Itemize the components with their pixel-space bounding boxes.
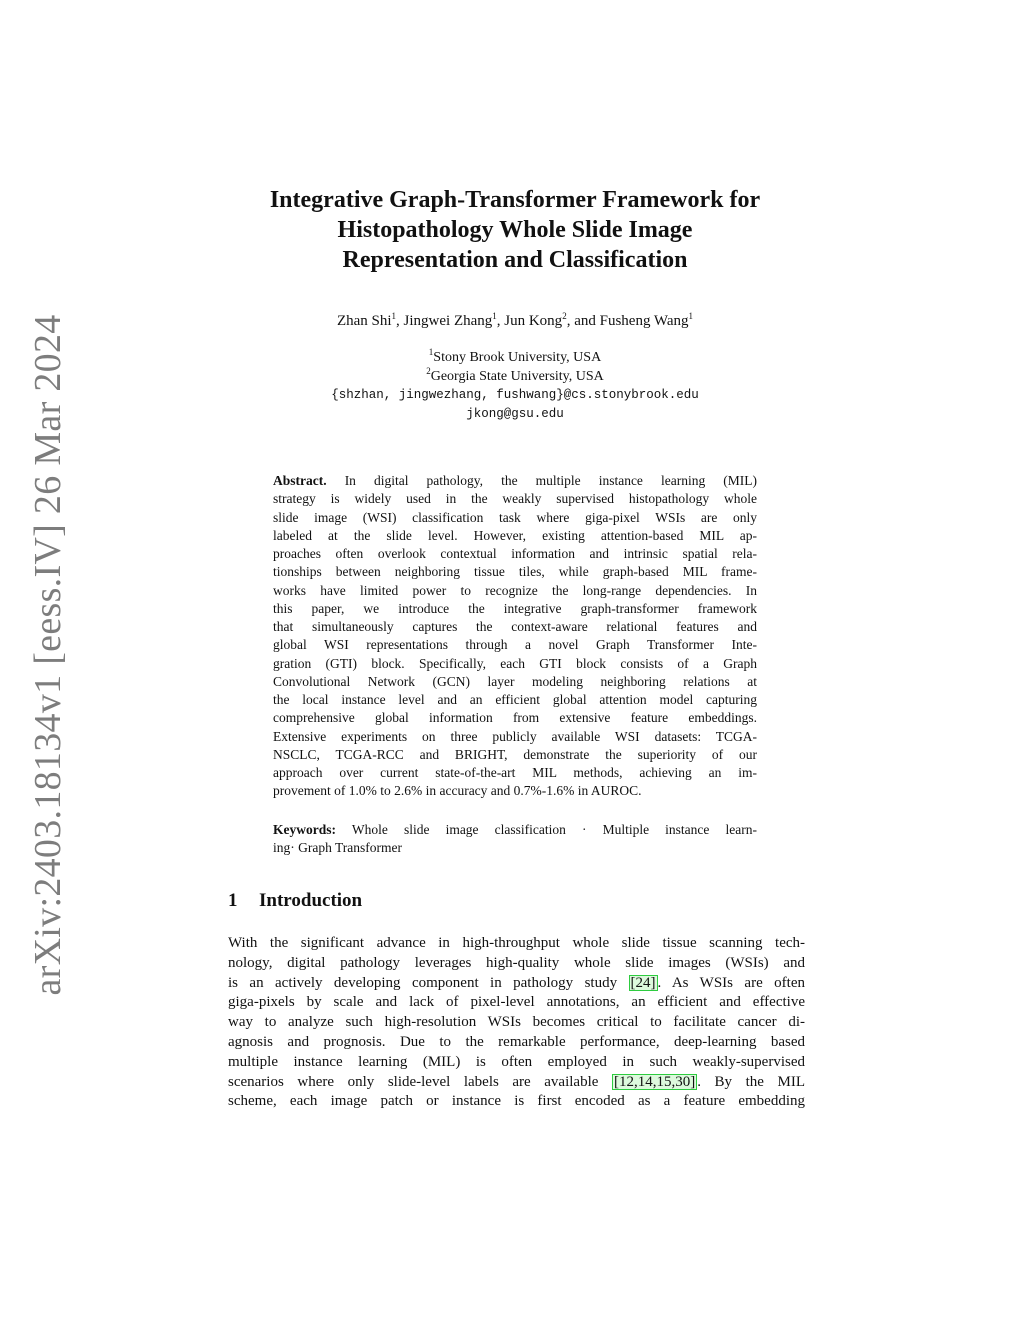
abstract-line: slide image (WSI) classification task where giga-pixel WSIs are only <box>273 509 757 525</box>
author-separator: , <box>496 313 505 329</box>
body-line: nology, digital pathology leverages high-quality whole slide images (WSIs) and <box>228 954 805 971</box>
body-text: . By the MIL <box>697 1073 806 1090</box>
email-line: jkong@gsu.edu <box>466 406 564 421</box>
author-affiliation-mark: 1 <box>492 311 497 321</box>
abstract-line: provement of 1.0% to 2.6% in accuracy and 0.7%-1.6% in AUROC. <box>273 783 642 799</box>
author-list <box>200 313 830 330</box>
abstract-line: that simultaneously captures the context-aware relational features and <box>273 619 757 634</box>
abstract-line: this paper, we introduce the integrative graph-transformer framework <box>273 600 757 616</box>
abstract-line: Convolutional Network (GCN) layer modeling neighboring relations at <box>273 673 757 689</box>
author-separator: , <box>396 313 404 329</box>
abstract-line: tionships between neighboring tissue tiles, while graph-based MIL frame- <box>273 564 757 580</box>
citation-link[interactable]: [24] <box>630 974 656 991</box>
keywords-label: Keywords: <box>273 822 336 837</box>
abstract-line: works have limited power to recognize the long-range dependencies. In <box>273 582 757 598</box>
affiliation-block <box>200 349 830 423</box>
keywords-line: ing· Graph Transformer <box>273 840 402 856</box>
author-name: Zhan Shi <box>336 313 392 329</box>
keywords <box>273 821 757 858</box>
affiliation-line <box>200 349 830 368</box>
title-line: Histopathology Whole Slide Image <box>337 217 693 243</box>
affiliation-text: Georgia State University, USA <box>430 368 604 384</box>
body-line: giga-pixels by scale and lack of pixel-level annotations, an efficient and effective <box>228 994 805 1011</box>
abstract-line: the local instance level and an efficient global attention model capturing <box>273 692 757 707</box>
body-line <box>228 974 805 994</box>
affiliation-line <box>200 365 830 387</box>
abstract-line: proaches often overlook contextual information and intrinsic spatial rela- <box>273 546 757 561</box>
author-affiliation-mark: 1 <box>391 311 397 321</box>
affiliation-number: 2 <box>426 365 431 376</box>
abstract <box>273 472 757 801</box>
abstract-line: gration (GTI) block. Specifically, each GTI block consists of a Graph <box>273 655 757 671</box>
body-line: multiple instance learning (MIL) is often employed in such weakly-supervised <box>228 1053 805 1070</box>
abstract-line: labeled at the slide level. However, existing attention-based MIL ap- <box>273 527 757 543</box>
body-line: way to analyze such high-resolution WSIs becomes critical to facilitate cancer di- <box>228 1014 805 1031</box>
abstract-line: approach over current state-of-the-art MIL methods, achieving an im- <box>273 765 757 780</box>
abstract-line: strategy is widely used in the weakly supervised histopathology whole <box>273 491 757 507</box>
body-text: . As WSIs are often <box>657 974 805 991</box>
author-name: Jingwei Zhang <box>403 313 493 329</box>
citation-link[interactable]: [12,14,15,30] <box>613 1073 696 1090</box>
abstract-line: NSCLC, TCGA-RCC and BRIGHT, demonstrate the superiority of our <box>273 746 757 762</box>
body-line: agnosis and prognosis. Due to the remarkable performance, deep-learning based <box>228 1033 805 1050</box>
section-title: Introduction <box>259 890 363 911</box>
title-line: Representation and Classification <box>342 247 688 273</box>
body-text: is an actively developing component in pathology study <box>228 974 629 991</box>
section-heading <box>228 890 362 912</box>
author-name: Jun Kong <box>504 313 563 329</box>
body-line <box>228 1073 805 1093</box>
paper-title <box>200 185 830 275</box>
author-affiliation-mark: 1 <box>688 311 694 321</box>
abstract-line: global WSI representations through a novel Graph Transformer Inte- <box>273 637 757 653</box>
introduction-paragraph <box>228 934 805 1112</box>
keywords-line <box>273 821 757 839</box>
section-number: 1 <box>228 890 238 911</box>
email-line: {shzhan, jingwezhang, fushwang}@cs.stonybrook.edu <box>331 388 699 402</box>
affiliation-text: Stony Brook University, USA <box>433 350 602 365</box>
abstract-line: Extensive experiments on three publicly available WSI datasets: TCGA- <box>273 728 757 744</box>
abstract-label: Abstract. <box>273 473 327 488</box>
title-line: Integrative Graph-Transformer Framework for <box>269 187 761 213</box>
author-affiliation-mark: 2 <box>562 311 567 321</box>
abstract-line <box>273 472 757 490</box>
author-name: Fusheng Wang <box>599 313 689 329</box>
keywords-text: Whole slide image classification · Multiple instance learn- <box>351 822 757 837</box>
author-separator: , and <box>566 313 600 329</box>
body-line: scheme, each image patch or instance is first encoded as a feature embedding <box>228 1093 805 1110</box>
abstract-text: In digital pathology, the multiple instance learning (MIL) <box>344 473 758 488</box>
affiliation-number: 1 <box>428 347 434 357</box>
abstract-line: comprehensive global information from extensive feature embeddings. <box>273 710 757 726</box>
arxiv-identifier-stamp: arXiv:2403.18134v1 [eess.IV] 26 Mar 2024 <box>27 314 69 996</box>
body-text: scenarios where only slide-level labels are available <box>228 1073 612 1090</box>
body-line: With the significant advance in high-throughput whole slide tissue scanning tech- <box>228 935 805 951</box>
